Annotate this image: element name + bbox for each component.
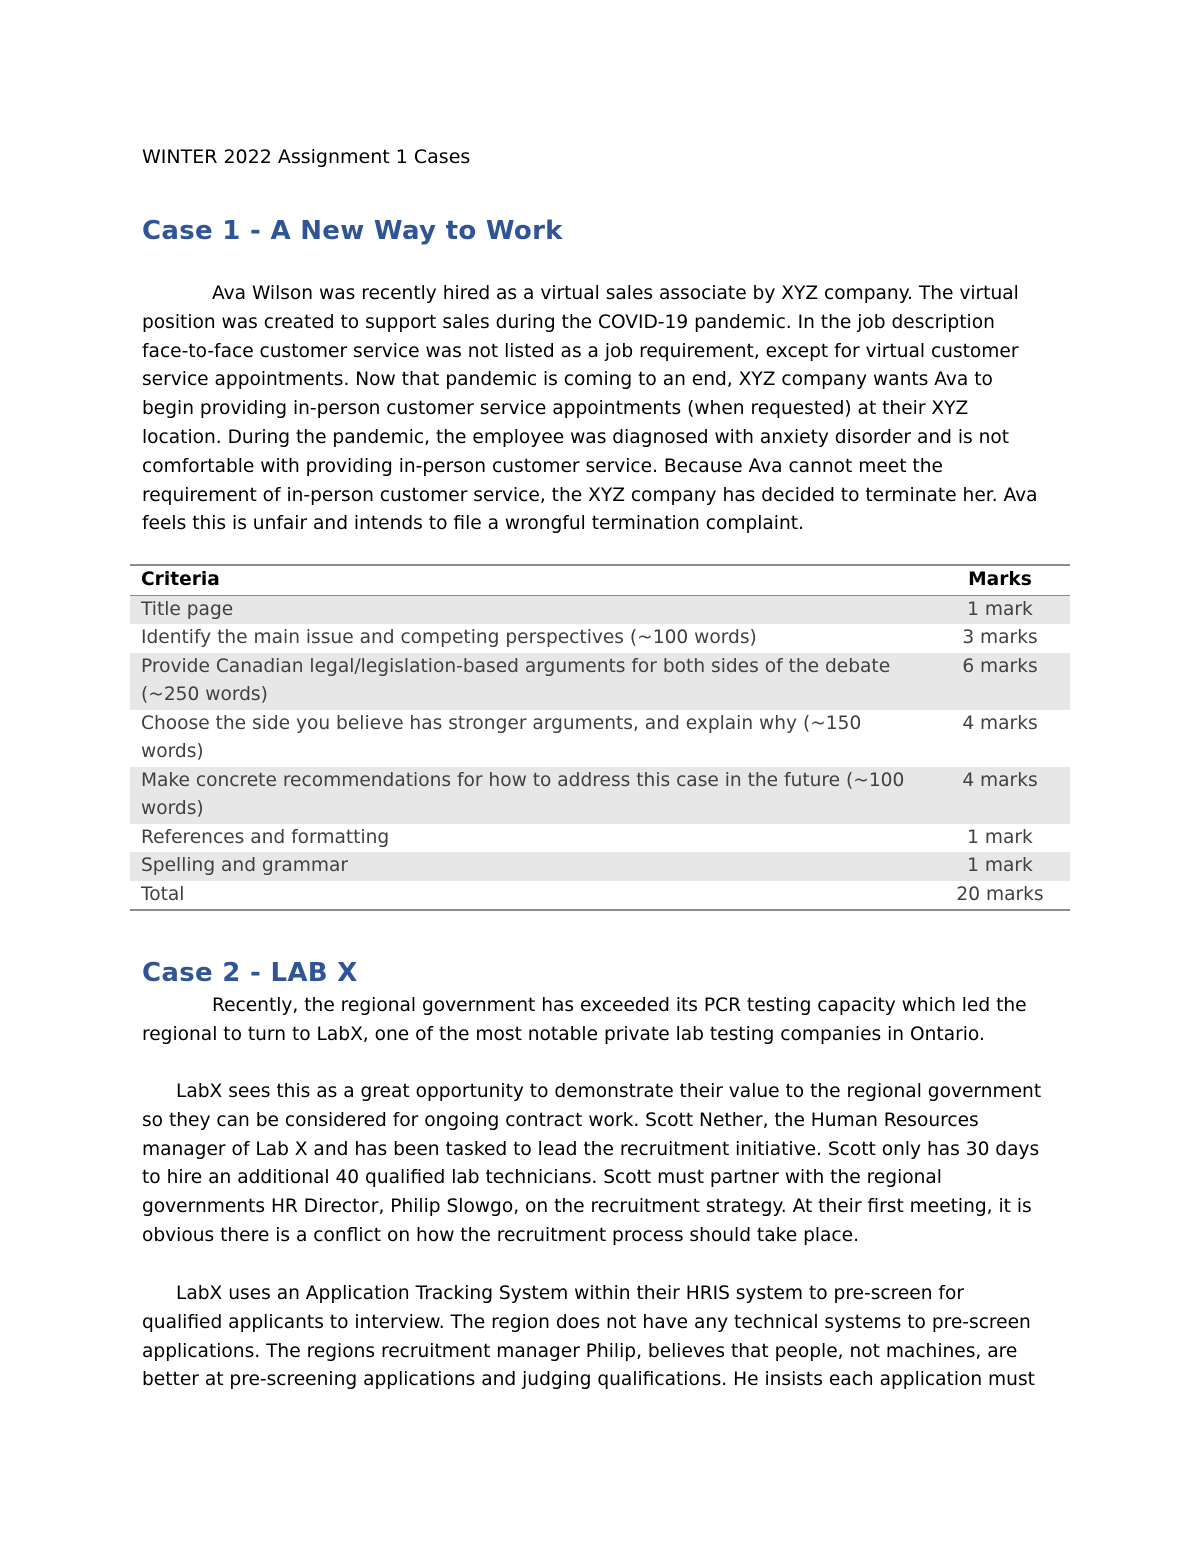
paragraph-line: manager of Lab X and has been tasked to lead the recruitment initiative. Scott only has 30 days xyxy=(142,1138,1040,1160)
case2-paragraph-2 xyxy=(142,1078,1072,1251)
rubric-criterion xyxy=(130,624,930,653)
rubric-marks: 4 marks xyxy=(962,712,1038,734)
criterion-line: Make concrete recommendations for how to address this case in the future (~100 xyxy=(141,769,905,791)
criterion-line: Choose the side you believe has stronger arguments, and explain why (~150 xyxy=(141,712,862,734)
criterion-line: (~250 words) xyxy=(141,684,268,705)
criterion-line: Provide Canadian legal/legislation-based arguments for both sides of the debate xyxy=(141,655,891,677)
rubric-row xyxy=(130,824,1070,853)
rubric-marks: 4 marks xyxy=(962,769,1038,791)
case1-heading: Case 1 - A New Way to Work xyxy=(142,216,563,246)
rubric-criterion xyxy=(130,710,930,767)
criterion-line: Spelling and grammar xyxy=(141,855,349,876)
rubric-row xyxy=(130,710,1070,767)
paragraph-line: comfortable with providing in-person customer service. Because Ava cannot meet the xyxy=(142,455,943,477)
paragraph-line: better at pre-screening applications and judging qualifications. He insists each application must xyxy=(142,1369,1035,1391)
rubric-header-criteria: Criteria xyxy=(141,569,220,590)
paragraph-line: service appointments. Now that pandemic is coming to an end, XYZ company wants Ava to xyxy=(142,369,993,391)
paragraph-line: begin providing in-person customer service appointments (when requested) at their XYZ xyxy=(142,398,969,420)
paragraph-line: position was created to support sales during the COVID-19 pandemic. In the job description xyxy=(142,311,995,333)
rubric-row xyxy=(130,596,1070,625)
rubric-row xyxy=(130,852,1070,881)
paragraph-line: obvious there is a conflict on how the recruitment process should take place. xyxy=(142,1224,860,1246)
paragraph-line: face-to-face customer service was not listed as a job requirement, except for virtual customer xyxy=(142,340,1019,362)
rubric-marks: 1 mark xyxy=(967,826,1033,848)
paragraph-line: applications. The regions recruitment manager Philip, believes that people, not machines, are xyxy=(142,1340,1018,1362)
paragraph-line: governments HR Director, Philip Slowgo, on the recruitment strategy. At their first meeting, it is xyxy=(142,1196,1032,1218)
rubric-total-row xyxy=(130,881,1070,910)
rubric-criterion xyxy=(130,881,930,910)
case2-heading: Case 2 - LAB X xyxy=(142,958,358,988)
rubric-marks: 3 marks xyxy=(962,627,1038,648)
criterion-line: Identify the main issue and competing perspectives (~100 words) xyxy=(141,627,757,648)
rubric-row xyxy=(130,767,1070,824)
criterion-line: References and formatting xyxy=(141,826,390,848)
case2-paragraph-1 xyxy=(142,992,1072,1050)
rubric-row xyxy=(130,653,1070,710)
paragraph-line: requirement of in-person customer service, the XYZ company has decided to terminate her. Ava xyxy=(142,484,1038,506)
rubric-table xyxy=(130,564,1070,911)
criterion-line: words) xyxy=(141,798,204,819)
criterion-line: Total xyxy=(141,883,185,905)
paragraph-line: feels this is unfair and intends to file a wrongful termination complaint. xyxy=(142,513,804,535)
rubric-marks: 1 mark xyxy=(967,598,1033,620)
paragraph-line: so they can be considered for ongoing contract work. Scott Nether, the Human Resources xyxy=(142,1109,979,1131)
rubric-marks: 20 marks xyxy=(956,883,1044,905)
rubric-criterion xyxy=(130,767,930,824)
paragraph-line: regional to turn to LabX, one of the most notable private lab testing companies in Ontario. xyxy=(142,1023,985,1045)
rubric-criterion xyxy=(130,824,930,853)
rubric-marks: 1 mark xyxy=(967,855,1033,876)
paragraph-line: Recently, the regional government has exceeded its PCR testing capacity which led the xyxy=(212,995,1027,1016)
rubric-row xyxy=(130,624,1070,653)
document-title: WINTER 2022 Assignment 1 Cases xyxy=(142,146,471,168)
case1-paragraph xyxy=(142,280,1072,539)
rubric-criterion xyxy=(130,852,930,881)
paragraph-line: LabX uses an Application Tracking System within their HRIS system to pre-screen for xyxy=(176,1283,964,1304)
rubric-criterion xyxy=(130,653,930,710)
paragraph-line: location. During the pandemic, the employee was diagnosed with anxiety disorder and is not xyxy=(142,426,1010,448)
criterion-line: words) xyxy=(141,741,204,762)
case2-paragraph-3 xyxy=(142,1280,1072,1395)
paragraph-line: qualified applicants to interview. The region does not have any technical systems to pre-screen xyxy=(142,1311,1031,1333)
rubric-header-marks: Marks xyxy=(968,569,1032,590)
criterion-line: Title page xyxy=(141,598,234,620)
rubric-marks: 6 marks xyxy=(962,655,1038,677)
paragraph-line: to hire an additional 40 qualified lab technicians. Scott must partner with the regional xyxy=(142,1167,942,1189)
paragraph-line: LabX sees this as a great opportunity to demonstrate their value to the regional government xyxy=(176,1081,1042,1102)
paragraph-line: Ava Wilson was recently hired as a virtual sales associate by XYZ company. The virtual xyxy=(212,283,1019,304)
rubric-header-row xyxy=(130,566,1070,596)
rubric-criterion xyxy=(130,596,930,625)
